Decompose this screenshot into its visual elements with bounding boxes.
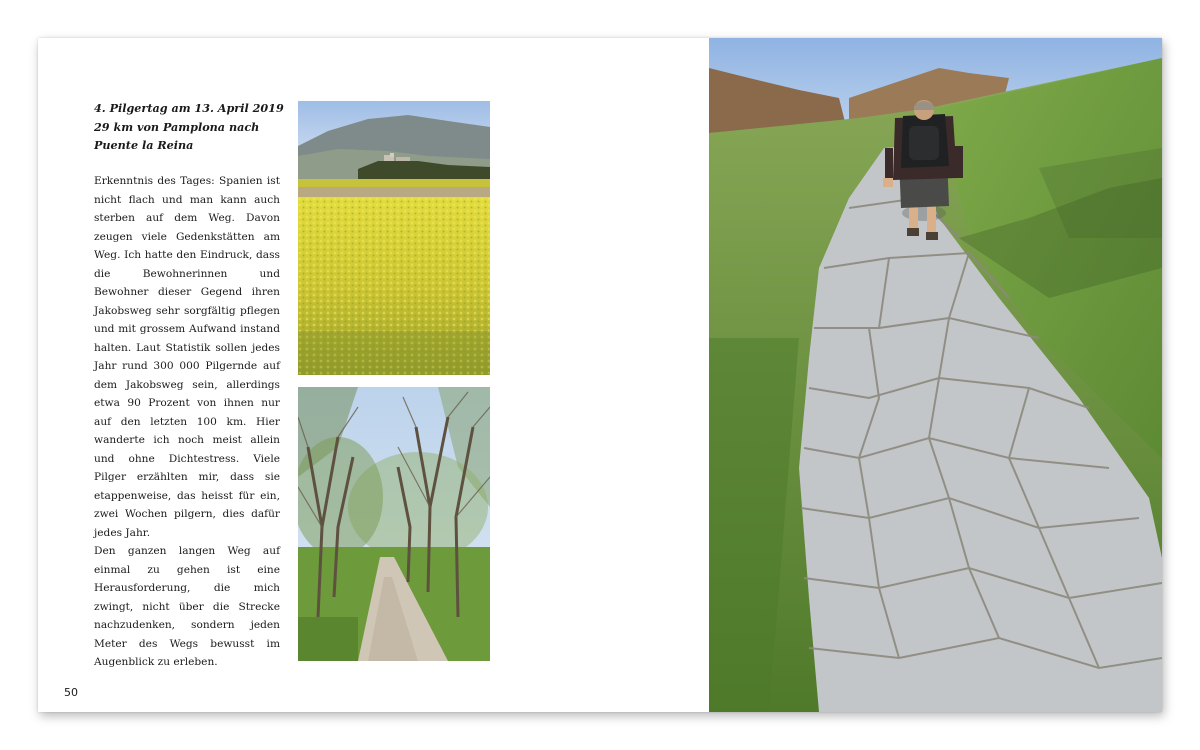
heading-line-2: 29 km von Pamplona nach: [94, 119, 260, 134]
paragraph-1: Erkenntnis des Tages: Spanien ist nicht flach und man kann auch sterben auf dem Weg. Davon zeugen viele Gedenkstätten am Weg. Ich hatte den Eindruck, dass die Bewohnerinnen und Bewohner dieser Gegend ihren Jakobsweg sehr sorgfältig pflegen und mit grossem Aufwand instand halten. Laut Statistik sollen jedes Jahr rund 300 000 Pilgernde auf dem Jakobsweg sein, allerdings etwa 90 Prozent von ihnen nur auf den letzten 100 km. Hier wanderte ich noch meist allein und ohne Dichtestress. Viele Pilger erzählten mir, dass sie etappenweise, das heisst für ein, zwei Wochen pilgern, dies dafür jedes Jahr.: [94, 175, 280, 539]
chapter-heading: [94, 99, 294, 155]
rapeseed-field-image: [298, 101, 490, 375]
tree-alley-photo: [298, 387, 490, 661]
rapeseed-field-photo: [298, 101, 490, 375]
page-number: 50: [64, 686, 78, 699]
heading-line-1: 4. Pilgertag am 13. April 2019: [94, 101, 284, 115]
tree-alley-image: [298, 387, 490, 661]
paragraph-2: Den ganzen langen Weg auf einmal zu gehen ist eine Herausforderung, die mich zwingt, nicht über die Strecke nachzudenken, sondern jeden Meter des Wegs bewusst im Augenblick zu erleben.: [94, 545, 280, 668]
body-text: [94, 172, 280, 672]
left-page: [38, 38, 708, 712]
book-spread: [38, 38, 1162, 712]
heading-line-3: Puente la Reina: [94, 138, 194, 152]
stone-path-hiker-image: [709, 38, 1162, 712]
stone-path-hiker-photo: [709, 38, 1162, 712]
